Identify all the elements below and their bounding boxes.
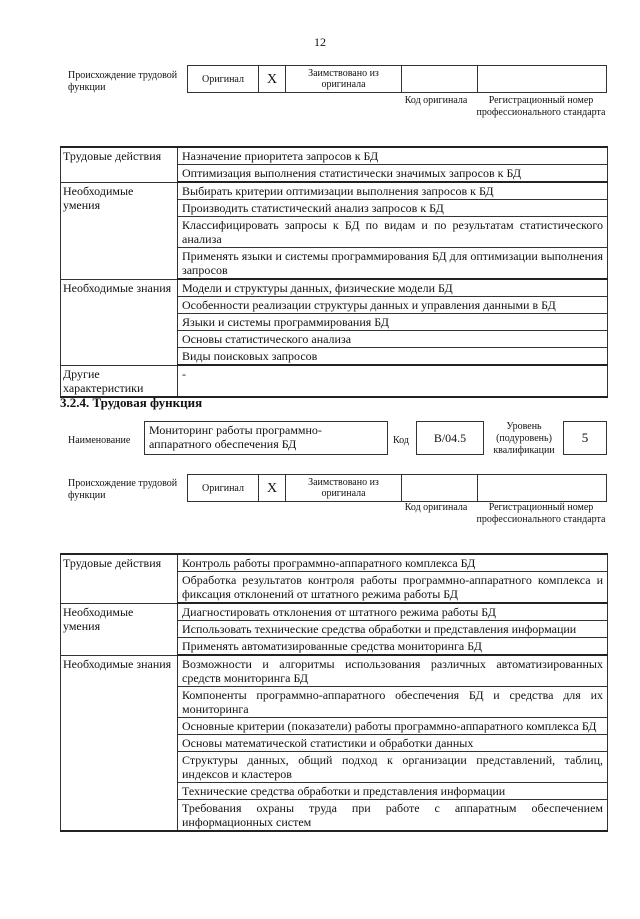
table-item: Контроль работы программно-аппаратного комплекса БД: [178, 554, 608, 572]
table-item: Компоненты программно-аппаратного обеспечения БД и средства для их мониторинга: [178, 687, 608, 718]
table-item: Оптимизация выполнения статистически значимых запросов к БД: [178, 165, 608, 183]
table-item: Выбирать критерии оптимизации выполнения запросов к БД: [178, 182, 608, 200]
borrowed-cell-2: Заимствовано из оригинала: [286, 475, 402, 502]
name-label: Наименование: [68, 435, 131, 446]
table-item: Применять языки и системы программирования БД для оптимизации выполнения запросов: [178, 248, 608, 280]
table-item: Технические средства обработки и представления информации: [178, 783, 608, 800]
reg-caption-2: Регистрационный номер профессионального стандарта: [476, 502, 606, 525]
original-cell: Оригинал: [188, 66, 259, 93]
table-item: Требования охраны труда при работе с аппаратным обеспечением информационных систем: [178, 800, 608, 832]
function-name: Мониторинг работы программно-аппаратного обеспечения БД: [144, 421, 388, 455]
origin-label-2: Происхождение трудовой функции: [68, 478, 178, 501]
table-row: [61, 147, 608, 165]
category-label: Необходимые умения: [61, 603, 178, 655]
table-row: [61, 655, 608, 687]
table-item: Модели и структуры данных, физические модели БД: [178, 279, 608, 297]
table-item: Структуры данных, общий подход к организации представлений, таблиц, индексов и кластеров: [178, 752, 608, 783]
reg-number-cell: [478, 66, 607, 93]
code-caption: Код оригинала: [404, 95, 468, 106]
borrowed-cell: Заимствовано из оригинала: [286, 66, 402, 93]
category-label: Трудовые действия: [61, 147, 178, 182]
category-label: Необходимые умения: [61, 182, 178, 279]
table-item: Классифицировать запросы к БД по видам и по результатам статистического анализа: [178, 217, 608, 248]
table-item: Применять автоматизированные средства мониторинга БД: [178, 638, 608, 656]
table-item: -: [178, 365, 608, 397]
original-mark: X: [259, 66, 286, 93]
level-value: 5: [563, 421, 607, 455]
category-label: Другие характеристики: [61, 365, 178, 397]
code-label: Код: [393, 435, 409, 446]
table-item: Возможности и алгоритмы использования различных автоматизированных средств мониторинга БД: [178, 655, 608, 687]
table-row: [61, 603, 608, 621]
table-item: Виды поисковых запросов: [178, 348, 608, 366]
original-mark-2: X: [259, 475, 286, 502]
table-row: [61, 554, 608, 572]
code-caption-2: Код оригинала: [404, 502, 468, 513]
table-item: Назначение приоритета запросов к БД: [178, 147, 608, 165]
competency-table-2: [60, 553, 608, 832]
table-item: Языки и системы программирования БД: [178, 314, 608, 331]
category-label: Необходимые знания: [61, 279, 178, 365]
reg-caption: Регистрационный номер профессионального стандарта: [476, 95, 606, 118]
table-item: Основы математической статистики и обработки данных: [178, 735, 608, 752]
category-label: Трудовые действия: [61, 554, 178, 603]
original-cell-2: Оригинал: [188, 475, 259, 502]
original-code-cell: [402, 66, 478, 93]
origin-table: [187, 65, 607, 93]
reg-number-cell-2: [478, 475, 607, 502]
origin-table-2: [187, 474, 607, 502]
table-item: Обработка результатов контроля работы программно-аппаратного комплекса и фиксация отклонений от штатного режима работы БД: [178, 572, 608, 604]
table-row: [61, 182, 608, 200]
competency-table-1: [60, 146, 608, 398]
table-item: Использовать технические средства обработки и представления информации: [178, 621, 608, 638]
original-code-cell-2: [402, 475, 478, 502]
origin-label: Происхождение трудовой функции: [68, 70, 178, 93]
level-label: Уровень (подуровень) квалификации: [493, 421, 555, 456]
page-number: 12: [314, 35, 326, 49]
function-code: B/04.5: [416, 421, 484, 455]
table-row: [61, 365, 608, 397]
table-item: Основные критерии (показатели) работы программно-аппаратного комплекса БД: [178, 718, 608, 735]
category-label: Необходимые знания: [61, 655, 178, 831]
table-item: Диагностировать отклонения от штатного режима работы БД: [178, 603, 608, 621]
table-row: [61, 279, 608, 297]
table-item: Производить статистический анализ запросов к БД: [178, 200, 608, 217]
section-title: 3.2.4. Трудовая функция: [60, 395, 203, 410]
table-item: Основы статистического анализа: [178, 331, 608, 348]
table-item: Особенности реализации структуры данных и управления данными в БД: [178, 297, 608, 314]
